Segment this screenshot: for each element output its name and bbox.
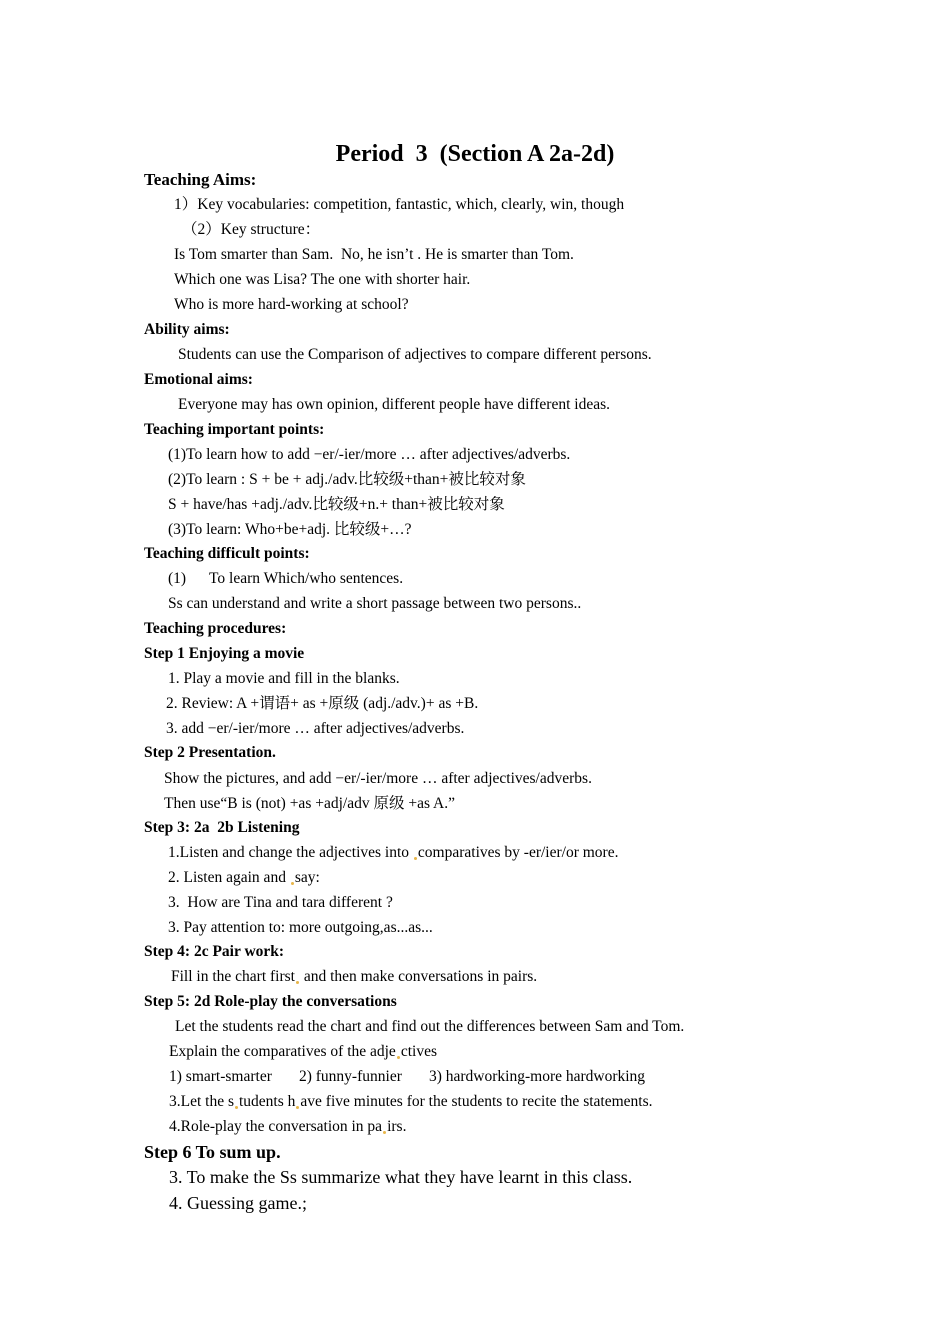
important-points-heading: Teaching important points: xyxy=(144,421,325,438)
step3-line2-part: say: xyxy=(294,869,320,886)
editing-mark xyxy=(235,1106,238,1109)
step5-line2-part: ctives xyxy=(400,1043,437,1060)
procedures-heading: Teaching procedures: xyxy=(144,620,287,637)
step1-heading: Step 1 Enjoying a movie xyxy=(144,645,305,662)
step5-line4-part: 3.Let the s xyxy=(169,1093,234,1110)
step2-line: Then use“B is (not) +as +adj/adv 原级 +as A.” xyxy=(164,795,455,812)
step2-line: Show the pictures, and add −er/-ier/more … after adjectives/adverbs. xyxy=(164,770,592,787)
step5-line5-part: irs. xyxy=(387,1118,407,1135)
step5-line: Let the students read the chart and find out the differences between Sam and Tom. xyxy=(175,1018,685,1035)
step3-heading: Step 3: 2a 2b Listening xyxy=(144,819,300,836)
step2-heading: Step 2 Presentation. xyxy=(144,744,276,761)
editing-mark xyxy=(397,1056,400,1059)
step3-line: 3. Pay attention to: more outgoing,as...as... xyxy=(168,919,433,936)
step3-line1-part: comparatives by -er/ier/or more. xyxy=(417,844,619,861)
important-points-line: S + have/has +adj./adv.比较级+n.+ than+被比较对象 xyxy=(168,496,505,513)
difficult-points-line: Ss can understand and write a short passage between two persons.. xyxy=(168,595,582,612)
step1-line: 1. Play a movie and fill in the blanks. xyxy=(168,670,400,687)
step1-line: 3. add −er/-ier/more … after adjectives/adverbs. xyxy=(166,720,465,737)
important-points-line: (3)To learn: Who+be+adj. 比较级+…? xyxy=(168,521,412,538)
emotional-aims-heading: Emotional aims: xyxy=(144,371,253,388)
step1-line: 2. Review: A +谓语+ as +原级 (adj./adv.)+ as +B. xyxy=(166,695,479,712)
emotional-aims-line: Everyone may has own opinion, different people have different ideas. xyxy=(178,396,610,413)
editing-mark xyxy=(296,981,299,984)
step5-line5-part: 4.Role-play the conversation in pa xyxy=(169,1118,383,1135)
step5-line xyxy=(169,1092,653,1112)
difficult-points-line: (1) To learn Which/who sentences. xyxy=(168,570,404,587)
teaching-aims-line: 1）Key vocabularies: competition, fantastic, which, clearly, win, though xyxy=(174,196,625,213)
ability-aims-line: Students can use the Comparison of adjectives to compare different persons. xyxy=(178,346,652,363)
editing-mark xyxy=(291,882,294,885)
step5-line4-part: tudents h xyxy=(239,1093,296,1110)
step4-line xyxy=(171,967,537,987)
step3-line xyxy=(168,843,618,863)
difficult-points-heading: Teaching difficult points: xyxy=(144,545,310,562)
step5-line xyxy=(169,1042,437,1062)
step6-line: 4. Guessing game.; xyxy=(169,1193,307,1213)
step5-line xyxy=(169,1117,406,1137)
important-points-line: (1)To learn how to add −er/-ier/more … after adjectives/adverbs. xyxy=(168,446,571,463)
editing-mark xyxy=(383,1131,386,1134)
step3-line xyxy=(168,868,320,888)
step3-line1-part: 1.Listen and change the adjectives into xyxy=(168,844,413,861)
step5-line: 1) smart-smarter 2) funny-funnier 3) hardworking-more hardworking xyxy=(169,1068,646,1085)
step3-line: 3. How are Tina and tara different ? xyxy=(168,894,393,911)
step6-line: 3. To make the Ss summarize what they have learnt in this class. xyxy=(169,1167,633,1187)
teaching-aims-line: （2）Key structure： xyxy=(182,221,321,238)
teaching-aims-line: Is Tom smarter than Sam. No, he isn’t . He is smarter than Tom. xyxy=(174,246,574,263)
teaching-aims-line: Which one was Lisa? The one with shorter hair. xyxy=(174,271,471,288)
editing-mark xyxy=(414,857,417,860)
step5-line4-part: ave five minutes for the students to recite the statements. xyxy=(300,1093,653,1110)
step4-line1-part: Fill in the chart first xyxy=(171,968,295,985)
step4-heading: Step 4: 2c Pair work: xyxy=(144,943,285,960)
teaching-aims-line: Who is more hard-working at school? xyxy=(174,296,409,313)
step5-heading: Step 5: 2d Role-play the conversations xyxy=(144,993,397,1010)
ability-aims-heading: Ability aims: xyxy=(144,321,230,338)
step6-heading: Step 6 To sum up. xyxy=(144,1142,281,1162)
editing-mark xyxy=(296,1106,299,1109)
step4-line1-part: and then make conversations in pairs. xyxy=(299,968,538,985)
important-points-line: (2)To learn : S + be + adj./adv.比较级+than+被比较对象 xyxy=(168,471,526,488)
teaching-aims-heading: Teaching Aims: xyxy=(144,170,257,189)
step3-line2-part: 2. Listen again and xyxy=(168,869,290,886)
page-title: Period 3 (Section A 2a-2d) xyxy=(335,141,615,167)
step5-line2-part: Explain the comparatives of the adje xyxy=(169,1043,396,1060)
